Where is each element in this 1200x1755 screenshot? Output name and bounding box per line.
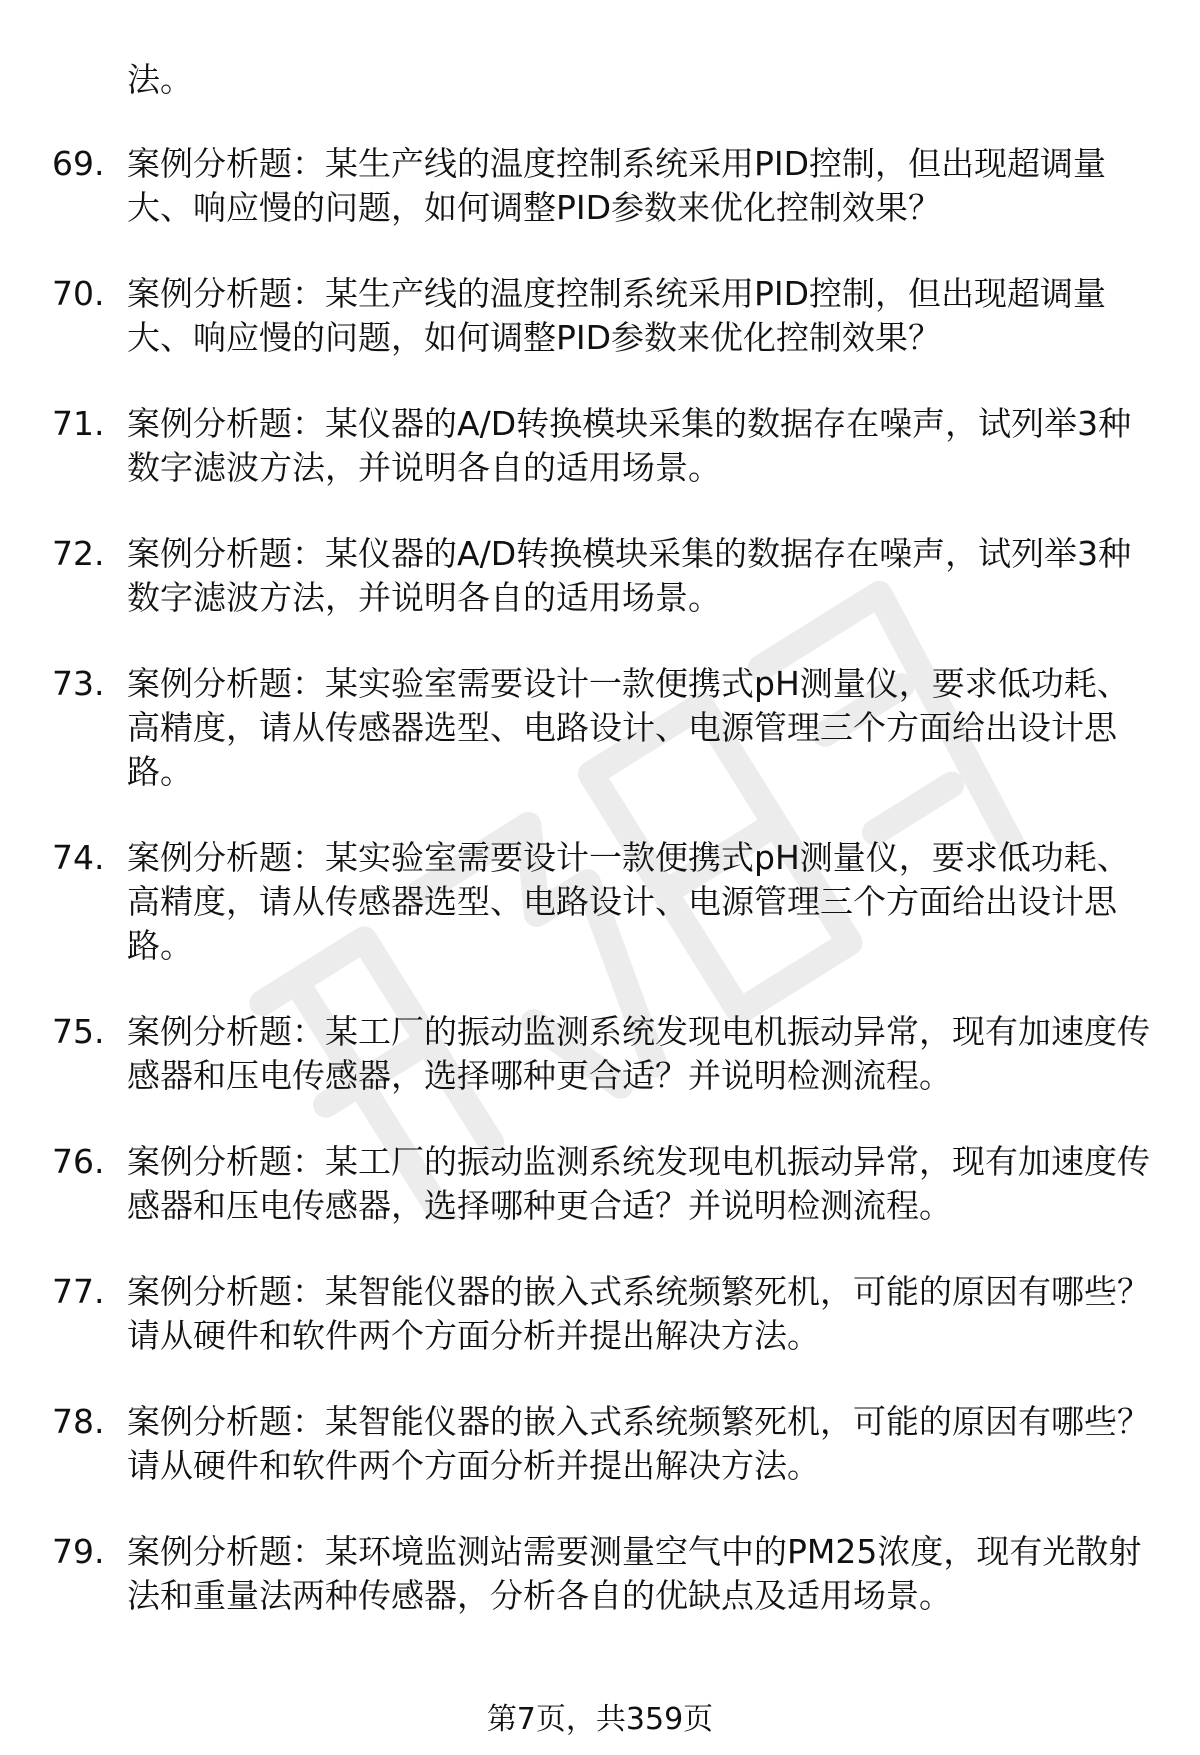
question-item bbox=[52, 662, 1162, 794]
question-item bbox=[52, 1140, 1162, 1228]
question-number: 69. bbox=[52, 144, 105, 183]
question-item bbox=[52, 1010, 1162, 1098]
page-footer: 第7页，共359页 bbox=[486, 1702, 714, 1737]
question-number: 71. bbox=[52, 404, 105, 443]
question-text: 案例分析题：某生产线的温度控制系统采用PID控制，但出现超调量大、响应慢的问题，如何调整PID参数来优化控制效果？ bbox=[127, 274, 1107, 357]
question-text: 案例分析题：某智能仪器的嵌入式系统频繁死机，可能的原因有哪些？请从硬件和软件两个方面分析并提出解决方法。 bbox=[127, 1272, 1150, 1355]
question-text: 案例分析题：某工厂的振动监测系统发现电机振动异常，现有加速度传感器和压电传感器，选择哪种更合适？并说明检测流程。 bbox=[127, 1142, 1150, 1225]
question-number: 70. bbox=[52, 274, 105, 313]
question-text: 案例分析题：某工厂的振动监测系统发现电机振动异常，现有加速度传感器和压电传感器，选择哪种更合适？并说明检测流程。 bbox=[127, 1012, 1150, 1095]
question-number: 72. bbox=[52, 534, 105, 573]
question-text: 案例分析题：某仪器的A/D转换模块采集的数据存在噪声，试列举3种数字滤波方法，并说明各自的适用场景。 bbox=[127, 534, 1132, 617]
question-number: 76. bbox=[52, 1142, 105, 1181]
question-number: 73. bbox=[52, 664, 105, 703]
question-text: 案例分析题：某仪器的A/D转换模块采集的数据存在噪声，试列举3种数字滤波方法，并说明各自的适用场景。 bbox=[127, 404, 1132, 487]
question-number: 75. bbox=[52, 1012, 105, 1051]
question-number: 77. bbox=[52, 1272, 105, 1311]
question-item bbox=[52, 1400, 1162, 1488]
question-text: 案例分析题：某环境监测站需要测量空气中的PM25浓度，现有光散射法和重量法两种传感器，分析各自的优缺点及适用场景。 bbox=[127, 1532, 1142, 1615]
question-item bbox=[52, 142, 1162, 230]
question-text: 案例分析题：某实验室需要设计一款便携式pH测量仪，要求低功耗、高精度，请从传感器选型、电路设计、电源管理三个方面给出设计思路。 bbox=[127, 838, 1130, 965]
question-item bbox=[52, 272, 1162, 360]
question-text: 案例分析题：某生产线的温度控制系统采用PID控制，但出现超调量大、响应慢的问题，如何调整PID参数来优化控制效果？ bbox=[127, 144, 1107, 227]
question-item bbox=[52, 836, 1162, 968]
question-item bbox=[52, 1530, 1162, 1618]
question-number: 78. bbox=[52, 1402, 105, 1441]
question-text: 案例分析题：某智能仪器的嵌入式系统频繁死机，可能的原因有哪些？请从硬件和软件两个方面分析并提出解决方法。 bbox=[127, 1402, 1150, 1485]
question-item bbox=[52, 1270, 1162, 1358]
question-number: 79. bbox=[52, 1532, 105, 1571]
question-text: 案例分析题：某实验室需要设计一款便携式pH测量仪，要求低功耗、高精度，请从传感器选型、电路设计、电源管理三个方面给出设计思路。 bbox=[127, 664, 1130, 791]
question-list bbox=[52, 58, 1162, 1660]
question-number: 74. bbox=[52, 838, 105, 877]
question-item bbox=[52, 532, 1162, 620]
question-item bbox=[52, 402, 1162, 490]
continuation-text: 法。 bbox=[127, 60, 193, 99]
